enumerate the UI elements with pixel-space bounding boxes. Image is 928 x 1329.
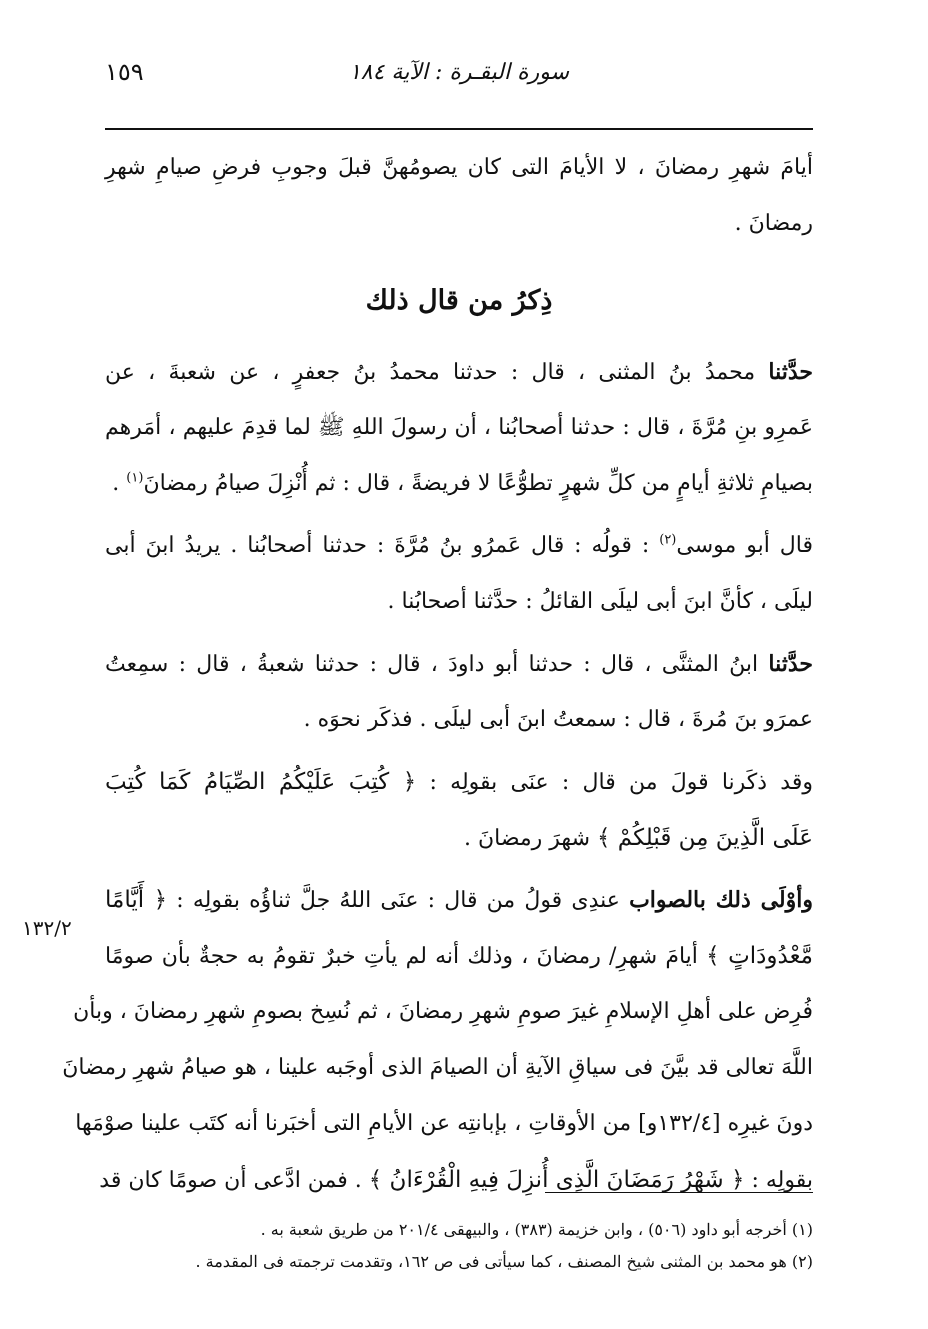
section-heading: ذِكرُ من قال ذلك	[365, 285, 553, 316]
page-number: ١٥٩	[105, 58, 144, 86]
text-line	[105, 872, 813, 928]
footnotes	[105, 1214, 813, 1278]
lead-word: حدَّثنا	[768, 651, 813, 677]
text-line	[99, 1152, 813, 1208]
footnote: (٢) هو محمد بن المثنى شيخ المصنف ، كما سيأتى فى ص ١٦٢، وتقدمت ترجمته فى المقدمة .	[195, 1252, 813, 1271]
paragraph-3	[105, 636, 813, 748]
line-text: : قولُه : قال عَمرُو بنُ مُرَّةَ : حدثنا أصحابُنا . يريدُ ابنَ أبى	[105, 533, 660, 558]
line-text: محمدُ بنُ المثنى ، قال : حدثنا محمدُ بنُ جعفرٍ ، عن شعبةَ ، عن	[105, 360, 756, 385]
line-text: شهرَ رمضانَ .	[463, 826, 597, 851]
line-text: وقد ذكَرنا قولَ من قال : عنَى بقولِه :	[416, 770, 813, 795]
text-line: ليلَى ، كأنَّ ابنَ أبى ليلَى القائلُ : حدَّثنا أصحابُنا .	[387, 589, 813, 614]
quran-quote: مَّعْدُودَاتٍ ﴾	[706, 943, 813, 969]
text-line	[105, 810, 813, 866]
text-line: اللَّهَ تعالى قد بيَّنَ فى سياقِ الآيةِ أن الصيامَ الذى أوجَبه علينا ، هو صيامُ شهرِ رمضانَ	[62, 1055, 813, 1080]
page-header	[105, 58, 813, 98]
text-line: رمضانَ .	[734, 211, 813, 236]
lead-phrase: وأوْلَى ذلك بالصواب	[629, 887, 813, 913]
text-line	[105, 928, 813, 984]
text-line	[105, 456, 813, 512]
running-title: سورة البقـرة : الآية ١٨٤	[348, 60, 570, 85]
quran-quote: ﴿ أَيَّامًا	[105, 887, 168, 913]
quran-quote: ﴿ شَهْرُ رَمَضَانَ الَّذِى أُنزِلَ فِيهِ الْقُرْءَانُ ﴾	[368, 1167, 745, 1193]
quran-quote: ﴿ كُتِبَ عَلَيْكُمُ الصِّيَامُ كَمَا كُتِبَ	[105, 769, 417, 795]
text-line: دونَ غيرِه [١٣٢/٤و] من الأوقاتِ ، بإبانتِه عن الأيامِ التى أخبَرنا أنه كتَب علينا صوْمَها	[75, 1111, 813, 1136]
lead-word: حدَّثنا	[768, 359, 813, 385]
footnote-marker: (٢)	[659, 532, 677, 548]
line-text: أيامَ شهرِ/ رمضانَ ، وذلك أنه لم يأتِ خبرٌ تقومُ به حجةٌ بأن صومًا	[105, 944, 707, 969]
line-text: . فمن ادَّعى أن صومًا كان قد	[99, 1168, 369, 1193]
margin-reference: ١٣٢/٢	[22, 916, 72, 940]
footnote-marker: (١)	[126, 470, 144, 486]
text-line	[105, 636, 813, 692]
line-text: ابنُ المثنَّى ، قال : حدثنا أبو داودَ ، قال : حدثنا شعبةُ ، قال : سمِعتُ	[105, 652, 759, 677]
paragraph-2	[105, 518, 813, 630]
footnote: (١) أخرجه أبو داود (٥٠٦) ، وابن خزيمة (٣٨٣) ، والبيهقى ٢٠١/٤ من طريق شعبة به .	[260, 1220, 813, 1239]
footnote-rule	[545, 1192, 813, 1193]
text-line	[105, 344, 813, 400]
line-text: قال أبو موسى	[676, 533, 813, 558]
line-text: .	[112, 471, 127, 496]
paragraph-1	[105, 344, 813, 512]
line-text: عندِى قولُ من قال : عنَى اللهُ جلَّ ثناؤُه بقولِه :	[167, 888, 630, 913]
quran-quote: عَلَى الَّذِينَ مِن قَبْلِكُمْ ﴾	[597, 825, 813, 851]
text-line: عمرَو بنَ مُرةَ ، قال : سمعتُ ابنَ أبى ليلَى . فذكَر نحوَه .	[303, 707, 813, 732]
paragraph-4	[105, 754, 813, 866]
header-rule	[105, 128, 813, 130]
text-line	[105, 754, 813, 810]
text-line: أيامَ شهرِ رمضانَ ، لا الأيامَ التى كان يصومُهنَّ قبلَ وجوبِ فرضِ صيامِ شهرِ	[105, 155, 813, 180]
text-line	[105, 518, 813, 574]
text-line: فُرِض على أهلِ الإسلامِ غيرَ صومِ شهرِ رمضانَ ، ثم نُسِخ بصومِ شهرِ رمضانَ ، وبأن	[73, 999, 813, 1024]
text-line: عَمرِو بنِ مُرَّةَ ، قال : حدثنا أصحابُنا ، أن رسولَ اللهِ ﷺ لما قدِمَ عليهم ، أمَرهم	[105, 415, 813, 440]
line-text: بصيامِ ثلاثةِ أيامٍ من كلِّ شهرٍ تطوُّعًا لا فريضةً ، قال : ثم أُنْزِلَ صيامُ رمضانَ	[143, 471, 813, 496]
line-text: بقولِه :	[744, 1168, 813, 1193]
main-text	[62, 140, 813, 1208]
paragraph-5	[62, 872, 813, 1208]
